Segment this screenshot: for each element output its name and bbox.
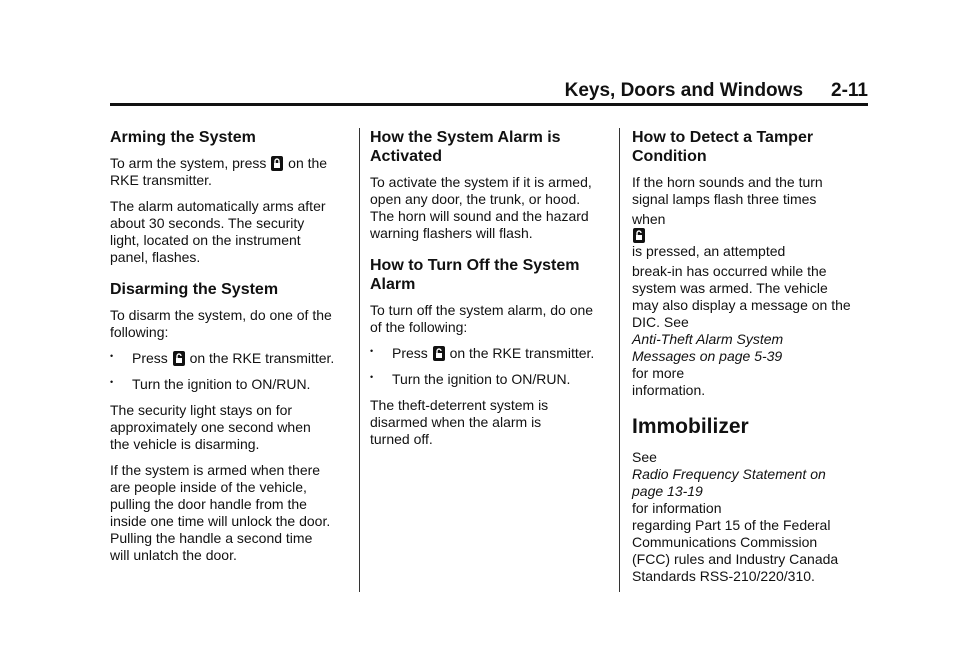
text-line: system was armed. The vehicle xyxy=(632,280,828,296)
heading-line: Activated xyxy=(370,148,443,165)
column-2 xyxy=(370,128,610,457)
text-line: If the system is armed when there xyxy=(110,462,321,478)
text-line: following: xyxy=(110,324,169,340)
cross-reference: Radio Frequency Statement on xyxy=(632,466,826,482)
text-run: DIC. See xyxy=(632,314,689,330)
text-line: The alarm automatically arms after xyxy=(110,198,326,214)
armed-occupants-paragraph xyxy=(110,462,350,564)
tamper-paragraph xyxy=(632,174,872,399)
heading-line: How to Detect a Tamper xyxy=(632,129,814,146)
list-item xyxy=(110,350,350,367)
activated-paragraph xyxy=(370,174,610,242)
text-run: for more xyxy=(632,365,685,381)
disarmed-paragraph xyxy=(370,397,610,448)
text-line: turned off. xyxy=(370,431,433,447)
column-divider-1 xyxy=(359,128,360,592)
cross-reference: Anti-Theft Alarm System xyxy=(632,331,784,347)
text-line: information. xyxy=(632,382,706,398)
text-line: light, located on the instrument xyxy=(110,232,301,248)
lock-key-icon xyxy=(271,156,283,171)
column-1 xyxy=(110,128,350,573)
text-run: Turn the ignition to ON/RUN. xyxy=(132,376,311,392)
text-line: may also display a message on the xyxy=(632,297,851,313)
text-line: panel, flashes. xyxy=(110,249,201,265)
text-line xyxy=(632,314,872,348)
section-title: Keys, Doors and Windows xyxy=(564,80,804,101)
text-run: is pressed, an attempted xyxy=(632,243,786,259)
immobilizer-paragraph xyxy=(632,449,872,585)
page-number: 2-11 xyxy=(831,80,868,101)
list-item xyxy=(370,371,610,388)
arming-paragraph-2 xyxy=(110,198,350,266)
heading-disarming: Disarming the System xyxy=(110,281,279,298)
text-line: regarding Part 15 of the Federal xyxy=(632,517,831,533)
text-line: the vehicle is disarming. xyxy=(110,436,260,452)
text-run: Press xyxy=(392,345,428,361)
list-item xyxy=(110,376,350,393)
text-line xyxy=(632,348,872,382)
heading-tamper-condition xyxy=(632,128,872,166)
text-run: for information xyxy=(632,500,722,516)
text-line: If the horn sounds and the turn xyxy=(632,174,823,190)
text-run: To arm the system, press xyxy=(110,155,267,171)
text-run: Press xyxy=(132,350,168,366)
text-line: warning flashers will flash. xyxy=(370,225,533,241)
text-run: See xyxy=(632,449,657,465)
heading-line: Alarm xyxy=(370,276,416,293)
turn-off-paragraph xyxy=(370,302,610,336)
text-line: pulling the door handle from the xyxy=(110,496,307,512)
bullet-icon: • xyxy=(110,377,114,387)
bullet-icon: • xyxy=(370,372,374,382)
text-line: To activate the system if it is armed, xyxy=(370,174,592,190)
text-run: when xyxy=(632,211,666,227)
text-line: about 30 seconds. The security xyxy=(110,215,305,231)
unlock-key-icon xyxy=(173,351,185,366)
text-run: Turn the ignition to ON/RUN. xyxy=(392,371,571,387)
unlock-key-icon xyxy=(433,346,445,361)
heading-line: Condition xyxy=(632,148,707,165)
cross-reference: page 13-19 xyxy=(632,483,703,499)
unlock-key-icon xyxy=(633,228,645,243)
column-3 xyxy=(632,128,872,594)
text-run: on the xyxy=(288,155,328,171)
arming-paragraph-1 xyxy=(110,155,350,189)
bullet-icon: • xyxy=(370,346,374,356)
bullet-icon: • xyxy=(110,351,114,361)
text-line: The theft-deterrent system is xyxy=(370,397,549,413)
text-run: RKE transmitter. xyxy=(110,172,212,188)
text-line: The horn will sound and the hazard xyxy=(370,208,589,224)
heading-arming: Arming the System xyxy=(110,129,256,146)
text-line: of the following: xyxy=(370,319,468,335)
disarming-paragraph xyxy=(110,307,350,341)
text-line: open any door, the trunk, or hood. xyxy=(370,191,581,207)
text-line: break-in has occurred while the xyxy=(632,263,827,279)
column-divider-2 xyxy=(619,128,620,592)
text-run: on the RKE transmitter. xyxy=(189,350,335,366)
cross-reference: Messages on page 5-39 xyxy=(632,348,783,364)
list-item xyxy=(370,345,610,362)
text-line: are people inside of the vehicle, xyxy=(110,479,307,495)
heading-turn-off-alarm xyxy=(370,256,610,294)
text-line: (FCC) rules and Industry Canada xyxy=(632,551,839,567)
text-line: The security light stays on for xyxy=(110,402,293,418)
text-run: on the RKE transmitter. xyxy=(449,345,595,361)
header-rule xyxy=(110,103,868,106)
text-line: will unlatch the door. xyxy=(110,547,237,563)
text-line: signal lamps flash three times xyxy=(632,191,817,207)
text-line: To turn off the system alarm, do one xyxy=(370,302,594,318)
text-line: inside one time will unlock the door. xyxy=(110,513,331,529)
text-line: Pulling the handle a second time xyxy=(110,530,313,546)
heading-line: How the System Alarm is xyxy=(370,129,561,146)
heading-alarm-activated xyxy=(370,128,610,166)
text-line xyxy=(632,483,872,517)
text-line xyxy=(632,449,872,483)
heading-immobilizer: Immobilizer xyxy=(632,415,749,438)
text-line xyxy=(632,211,872,260)
page-header xyxy=(110,80,868,102)
text-line: disarmed when the alarm is xyxy=(370,414,542,430)
text-line: Standards RSS-210/220/310. xyxy=(632,568,815,584)
security-light-paragraph xyxy=(110,402,350,453)
text-line: approximately one second when xyxy=(110,419,311,435)
text-line: To disarm the system, do one of the xyxy=(110,307,332,323)
text-line: Communications Commission xyxy=(632,534,818,550)
heading-line: How to Turn Off the System xyxy=(370,257,580,274)
